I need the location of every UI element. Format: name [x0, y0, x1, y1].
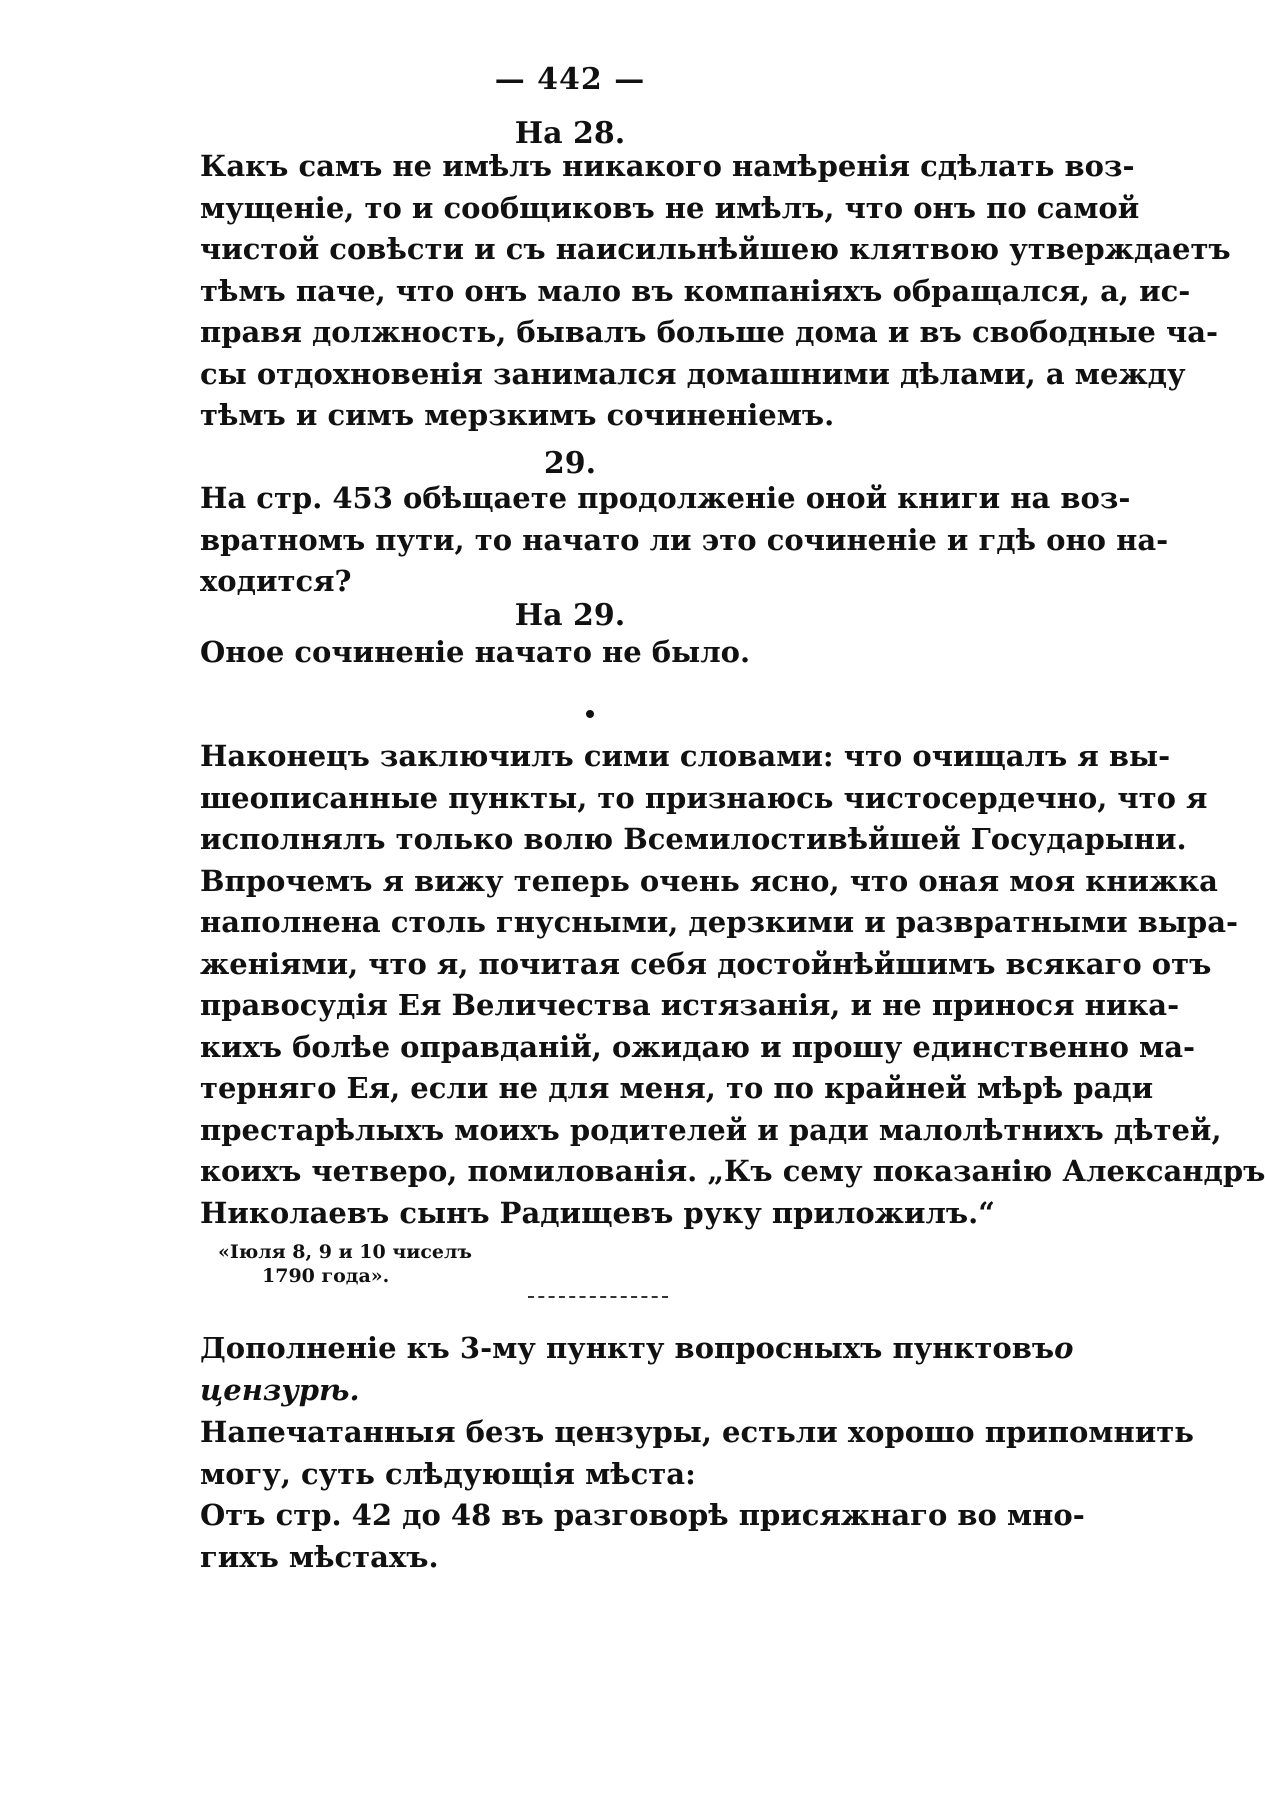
text-line: Наконецъ заключилъ сими словами: что очищалъ я вы- [200, 739, 1171, 773]
date-line-1: «Іюля 8, 9 и 10 чиселъ [218, 1241, 472, 1263]
text-line: Какъ самъ не имѣлъ никакого намѣренія сдѣлать воз- [200, 149, 1135, 183]
text-line: женіями, что я, почитая себя достойнѣйшимъ всякаго отъ [200, 946, 1212, 981]
text-line: наполнена столь гнусными, дерзкими и развратными выра- [200, 905, 1239, 939]
supplement-text [200, 1412, 1194, 1578]
text-line: Отъ стр. 42 до 48 въ разговорѣ присяжнаго во мно- [200, 1498, 1085, 1532]
answer-29-heading: На 29. [514, 598, 626, 633]
date-line-2: 1790 года». [262, 1265, 390, 1287]
separator-dot [586, 710, 594, 718]
question-29-heading: 29. [543, 446, 597, 481]
answer-28-text [200, 146, 1231, 437]
text-line: кихъ болѣе оправданій, ожидаю и прошу единственно ма- [200, 1029, 1196, 1064]
supplement-title-line [200, 1328, 1074, 1370]
text-line: престарѣлыхъ моихъ родителей и ради малолѣтнихъ дѣтей, [200, 1112, 1222, 1147]
question-29-text [200, 478, 1169, 603]
text-line: Оное сочиненіе начато не было. [200, 635, 751, 669]
text-line: сы отдохновенія занимался домашними дѣлами, а между [200, 356, 1186, 391]
text-line: ходится? [200, 564, 352, 598]
supplement-title [200, 1328, 1074, 1411]
text-line: чистой совѣсти и съ наисильнѣйшею клятвою утверждаетъ [200, 232, 1231, 266]
text-line: шеописанные пункты, то признаюсь чистосердечно, что я [200, 780, 1208, 815]
page-number: — 442 — [494, 62, 646, 97]
text-line: вратномъ пути, то начато ли это сочиненіе и гдѣ оно на- [200, 522, 1169, 557]
text-line: терняго Ея, если не для меня, то по крайней мѣрѣ ради [200, 1071, 1154, 1105]
text-line: На стр. 453 обѣщаете продолженіе оной книги на воз- [200, 481, 1131, 515]
supplement-title-line-2: цензурѣ. [200, 1372, 360, 1407]
text-line: правосудія Ея Величества истязанія, и не принося ника- [200, 988, 1180, 1022]
text-line: Николаевъ сынъ Радищевъ руку приложилъ.“ [200, 1195, 995, 1230]
answer-28-heading: На 28. [514, 116, 626, 151]
supplement-title-text: Дополненіе къ 3-му пункту вопросныхъ пунктовъ [200, 1331, 1055, 1365]
text-line: Напечатанныя безъ цензуры, естьли хорошо припомнить [200, 1415, 1194, 1449]
answer-29-text [200, 632, 1030, 674]
text-line: Впрочемъ я вижу теперь очень ясно, что оная моя книжка [200, 863, 1218, 898]
conclusion-text [200, 736, 1265, 1234]
text-line: тѣмъ паче, что онъ мало въ компаніяхъ обращался, а, ис- [200, 273, 1191, 308]
text-line: исполнялъ только волю Всемилостивѣйшей Государыни. [200, 822, 1187, 856]
text-line: мущеніе, то и сообщиковъ не имѣлъ, что онъ по самой [200, 190, 1140, 225]
text-line: тѣмъ и симъ мерзкимъ сочиненіемъ. [200, 398, 835, 432]
supplement-title-o: о [1054, 1331, 1074, 1365]
text-line: правя должность, бывалъ больше дома и въ свободные ча- [200, 315, 1219, 349]
text-line: гихъ мѣстахъ. [200, 1539, 439, 1574]
section-divider [528, 1296, 668, 1298]
text-line: коихъ четверо, помилованія. „Къ сему показанію Александръ [200, 1154, 1265, 1188]
text-line: могу, суть слѣдующія мѣста: [200, 1456, 696, 1491]
